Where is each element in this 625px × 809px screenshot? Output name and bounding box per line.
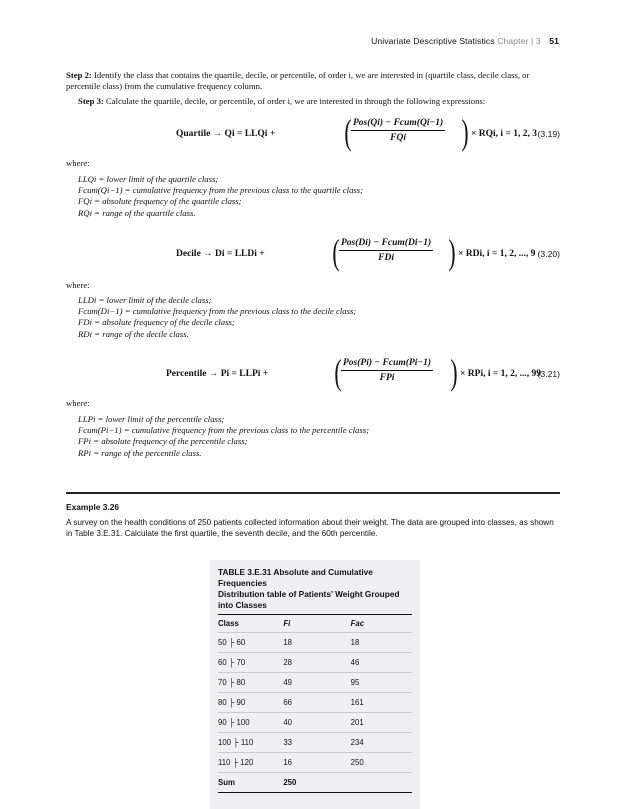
step2-label: Step 2: <box>66 70 92 80</box>
table-cell: 90 ├ 100 <box>218 718 250 727</box>
fraction-numerator: Pos(Qi) − Fcum(Qi−1) <box>351 118 445 131</box>
definition-line: LLPi = lower limit of the percentile class; <box>78 414 225 424</box>
sum-value: 250 <box>283 778 297 787</box>
definition-line: Fcum(Qi−1) = cumulative frequency from the previous class to the quartile class; <box>78 185 364 196</box>
step3-paragraph <box>66 96 560 107</box>
column-header-class: Class <box>218 619 239 628</box>
left-paren: ( <box>344 112 352 152</box>
fraction-denominator: FPi <box>379 373 395 383</box>
equation-fraction <box>339 238 433 263</box>
fraction-numerator: Pos(Pi) − Fcum(Pi−1) <box>341 358 433 371</box>
left-paren: ( <box>334 352 342 392</box>
table-cell: 60 ├ 70 <box>218 658 246 667</box>
table-cell: 100 ├ 110 <box>218 738 254 747</box>
column-header-fac: Fac <box>350 619 365 628</box>
table-cell: 110 ├ 120 <box>218 758 254 767</box>
definition-line: FQi = absolute frequency of the quartile class; <box>78 196 242 207</box>
example-text: A survey on the health conditions of 250 patients collected information about their weight. The data are grouped into classes, as shown in Table 3.E.31. Calculate the first quartile, the seventh decile, and the 60th percentile. <box>66 518 554 538</box>
chapter-number: 3 <box>535 36 541 46</box>
right-paren: ) <box>450 352 458 392</box>
table-cell: 49 <box>283 678 293 687</box>
step3-label: Step 3: <box>78 96 104 106</box>
step2-text: Identify the class that contains the quartile, decile, or percentile, of order i, we are interested in (quartile class, decile class, or percentile class) from the cumulative frequency column. <box>66 70 530 91</box>
definition-line: RPi = range of the percentile class. <box>78 447 202 458</box>
equation-fraction <box>341 358 433 383</box>
quartile-definitions <box>78 174 363 219</box>
table-cell: 16 <box>283 758 293 767</box>
table-cell: 201 <box>350 718 364 727</box>
equation-rhs: × RPi, i = 1, 2, ..., 99 <box>460 369 542 379</box>
step3-text: Calculate the quartile, decile, or percentile, of order i, we are interested in through the following expressions: <box>106 96 486 106</box>
equation-lhs: Decile → Di = LLDi + <box>176 249 265 259</box>
page-number: 51 <box>549 36 559 46</box>
table-sum-row <box>210 773 420 792</box>
equation-number: (3.20) <box>537 249 560 259</box>
table-title-line: TABLE 3.E.31 Absolute and Cumulative Frequencies <box>218 567 373 588</box>
definition-line: FPi = absolute frequency of the percentile class; <box>78 436 248 447</box>
table-title-line: Distribution table of Patients’ Weight Grouped into Classes <box>218 589 400 610</box>
table-row <box>210 633 420 652</box>
equation-number: (3.21) <box>537 369 560 379</box>
equation-rhs: × RDi, i = 1, 2, ..., 9 <box>458 249 536 259</box>
definition-line: LLQi = lower limit of the quartile class; <box>78 174 219 184</box>
fraction-denominator: FQi <box>390 133 406 143</box>
equation-percentile <box>66 354 560 396</box>
column-header-fi: Fi <box>283 619 291 628</box>
table-row <box>210 653 420 672</box>
table-cell: 18 <box>350 638 360 647</box>
chapter-label: Chapter <box>497 36 529 46</box>
example-rule <box>66 492 560 494</box>
left-paren: ( <box>332 232 340 272</box>
equation-decile <box>66 234 560 276</box>
equation-quartile <box>66 114 560 156</box>
fraction-denominator: FDi <box>378 253 394 263</box>
running-header <box>371 36 559 46</box>
definition-line: Fcum(Pi−1) = cumulative frequency from the previous class to the percentile class; <box>78 425 370 436</box>
sum-label: Sum <box>218 778 235 787</box>
book-section-title: Univariate Descriptive Statistics <box>371 36 495 46</box>
equation-rhs: × RQi, i = 1, 2, 3 <box>471 129 537 139</box>
table-row <box>210 753 420 772</box>
frequency-table <box>210 560 420 809</box>
table-row <box>210 733 420 752</box>
equation-number: (3.19) <box>537 129 560 139</box>
table-cell: 40 <box>283 718 293 727</box>
table-cell: 18 <box>283 638 293 647</box>
where-label: where: <box>66 158 90 168</box>
table-row <box>210 693 420 712</box>
table-padding <box>210 793 420 809</box>
chapter-separator: | <box>531 36 534 46</box>
step2-paragraph <box>66 70 560 92</box>
definition-line: RDi = range of the decile class. <box>78 328 189 339</box>
table-row <box>210 673 420 692</box>
definition-line: Fcum(Di−1) = cumulative frequency from the previous class to the decile class; <box>78 306 357 317</box>
percentile-definitions <box>78 414 369 459</box>
example-title: Example 3.26 <box>66 502 120 512</box>
table-cell: 70 ├ 80 <box>218 678 246 687</box>
equation-fraction <box>351 118 445 143</box>
table-cell: 46 <box>350 658 360 667</box>
table-cell: 234 <box>350 738 364 747</box>
equation-lhs: Quartile → Qi = LLQi + <box>176 129 276 139</box>
table-row <box>210 713 420 732</box>
right-paren: ) <box>448 232 456 272</box>
table-title <box>210 560 420 614</box>
table-cell: 95 <box>350 678 360 687</box>
fraction-numerator: Pos(Di) − Fcum(Di−1) <box>339 238 433 251</box>
table-cell: 66 <box>283 698 293 707</box>
right-paren: ) <box>461 112 469 152</box>
table-cell: 33 <box>283 738 293 747</box>
definition-line: LLDi = lower limit of the decile class; <box>78 295 212 305</box>
where-label: where: <box>66 280 90 290</box>
table-header-row <box>210 615 420 632</box>
decile-definitions <box>78 295 356 340</box>
table-cell: 250 <box>350 758 364 767</box>
table-cell: 50 ├ 60 <box>218 638 246 647</box>
table-cell: 28 <box>283 658 293 667</box>
equation-lhs: Percentile → Pi = LLPi + <box>166 369 269 379</box>
definition-line: RQi = range of the quartile class. <box>78 207 196 218</box>
table-cell: 80 ├ 90 <box>218 698 246 707</box>
where-label: where: <box>66 398 90 408</box>
definition-line: FDi = absolute frequency of the decile class; <box>78 317 235 328</box>
table-cell: 161 <box>350 698 364 707</box>
